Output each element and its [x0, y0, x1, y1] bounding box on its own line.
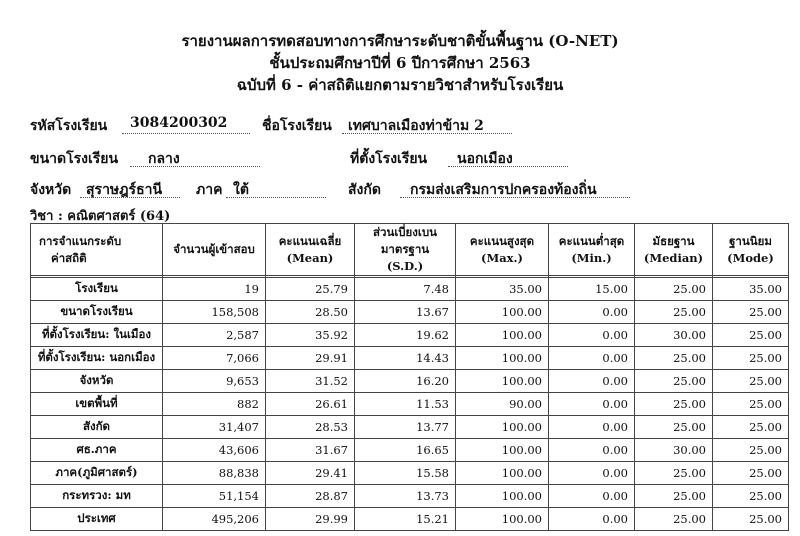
- region-label: ภาค: [196, 182, 223, 198]
- row-label-cell: สังกัด: [31, 416, 163, 439]
- table-cell: 13.73: [355, 485, 456, 508]
- table-cell: 0.00: [549, 393, 635, 416]
- table-cell: 15.58: [355, 462, 456, 485]
- table-cell: 25.00: [713, 485, 789, 508]
- column-header: [456, 224, 549, 276]
- table-cell: 0.00: [549, 508, 635, 531]
- table-cell: 882: [163, 393, 266, 416]
- column-header-line-1: คะแนนเฉลี่ย: [278, 233, 342, 248]
- table-cell: 25.00: [713, 416, 789, 439]
- table-cell: 19.62: [355, 324, 456, 347]
- school-code-underline: [122, 133, 250, 134]
- table-cell: 0.00: [549, 301, 635, 324]
- table-cell: 90.00: [456, 393, 549, 416]
- table-row: [31, 462, 789, 485]
- table-cell: 0.00: [549, 324, 635, 347]
- school-code-label: รหัสโรงเรียน: [30, 118, 108, 134]
- table-cell: 25.00: [635, 278, 713, 301]
- row-label-cell: ประเทศ: [31, 508, 163, 531]
- table-cell: 31,407: [163, 416, 266, 439]
- table-row: [31, 301, 789, 324]
- column-header: [713, 224, 789, 276]
- school-location-underline: [448, 166, 568, 167]
- table-cell: 25.00: [713, 439, 789, 462]
- row-label-cell: โรงเรียน: [31, 278, 163, 301]
- table-cell: 100.00: [456, 370, 549, 393]
- table-cell: 25.00: [713, 370, 789, 393]
- table-cell: 25.00: [635, 370, 713, 393]
- table-cell: 25.00: [635, 416, 713, 439]
- row-label-cell: กระทรวง: มท: [31, 485, 163, 508]
- table-row: [31, 439, 789, 462]
- column-header-line-2: (Min.): [571, 250, 612, 265]
- school-size-underline: [130, 166, 260, 167]
- statistics-table: [30, 223, 789, 531]
- province-underline: [80, 197, 180, 198]
- row-label-cell: ที่ตั้งโรงเรียน: นอกเมือง: [31, 347, 163, 370]
- affiliation-underline: [400, 197, 630, 198]
- report-title-line-3: ฉบับที่ 6 - ค่าสถิติแยกตามรายวิชาสำหรับโรงเรียน: [236, 76, 564, 94]
- school-location-value: นอกเมือง: [457, 151, 513, 167]
- table-cell: 43,606: [163, 439, 266, 462]
- table-cell: 13.67: [355, 301, 456, 324]
- school-name-label: ชื่อโรงเรียน: [262, 118, 332, 134]
- table-header-row: [31, 224, 789, 276]
- table-cell: 31.67: [266, 439, 355, 462]
- table-cell: 0.00: [549, 416, 635, 439]
- table-cell: 100.00: [456, 462, 549, 485]
- column-header-line-1: จำนวนผู้เข้าสอบ: [173, 242, 255, 256]
- report-title-line-2: ชั้นประถมศึกษาปีที่ 6 ปีการศึกษา 2563: [269, 54, 531, 72]
- table-cell: 25.00: [635, 485, 713, 508]
- table-cell: 25.00: [713, 393, 789, 416]
- table-cell: 25.00: [713, 324, 789, 347]
- table-cell: 0.00: [549, 347, 635, 370]
- column-header: [549, 224, 635, 276]
- table-cell: 0.00: [549, 439, 635, 462]
- row-label-cell: ขนาดโรงเรียน: [31, 301, 163, 324]
- column-header-line-1: คะแนนสูงสุด: [469, 233, 535, 248]
- region-value: ใต้: [233, 182, 249, 198]
- table-cell: 7.48: [355, 278, 456, 301]
- row-label-cell: ที่ตั้งโรงเรียน: ในเมือง: [31, 324, 163, 347]
- table-cell: 14.43: [355, 347, 456, 370]
- table-cell: 29.99: [266, 508, 355, 531]
- affiliation-label: สังกัด: [348, 182, 381, 198]
- table-cell: 16.20: [355, 370, 456, 393]
- row-label-cell: ศธ.ภาค: [31, 439, 163, 462]
- column-header: [163, 224, 266, 276]
- table-cell: 25.00: [713, 301, 789, 324]
- table-row: [31, 416, 789, 439]
- column-header-line-2: (Max.): [481, 250, 523, 265]
- school-size-value: กลาง: [148, 151, 180, 167]
- school-size-label: ขนาดโรงเรียน: [30, 151, 119, 167]
- table-cell: 0.00: [549, 370, 635, 393]
- report-title-line-1: รายงานผลการทดสอบทางการศึกษาระดับชาติขั้นพื้นฐาน (O-NET): [181, 32, 619, 50]
- school-code-value: 3084200302: [130, 115, 228, 131]
- column-header-line-2: (Median): [643, 250, 704, 265]
- table-cell: 31.52: [266, 370, 355, 393]
- province-label: จังหวัด: [30, 182, 72, 198]
- column-header-line-1: มัธยฐาน: [652, 233, 695, 248]
- table-cell: 25.79: [266, 278, 355, 301]
- column-header-line-2: (Mean): [286, 250, 334, 265]
- school-name-underline: [342, 133, 512, 134]
- table-cell: 13.77: [355, 416, 456, 439]
- table-cell: 28.87: [266, 485, 355, 508]
- column-header: [266, 224, 355, 276]
- table-cell: 88,838: [163, 462, 266, 485]
- table-cell: 100.00: [456, 439, 549, 462]
- column-header: [31, 224, 163, 276]
- column-header: [355, 224, 456, 276]
- table-cell: 16.65: [355, 439, 456, 462]
- table-body: [31, 276, 789, 531]
- table-cell: 25.00: [635, 301, 713, 324]
- column-header: [635, 224, 713, 276]
- table-row: [31, 393, 789, 416]
- table-cell: 0.00: [549, 485, 635, 508]
- table-cell: 30.00: [635, 324, 713, 347]
- table-cell: 2,587: [163, 324, 266, 347]
- column-header-line-1: การจำแนกระดับ: [39, 233, 122, 248]
- table-row: [31, 324, 789, 347]
- row-label-cell: เขตพื้นที่: [31, 393, 163, 416]
- column-header-line-2: ค่าสถิติ: [51, 250, 87, 265]
- column-header-line-1: ส่วนเบี่ยงเบน: [372, 225, 437, 239]
- table-row: [31, 278, 789, 301]
- column-header-line-2: (Mode): [727, 250, 774, 265]
- table-cell: 28.50: [266, 301, 355, 324]
- column-header-line-1: คะแนนต่ำสุด: [558, 233, 625, 248]
- table-cell: 158,508: [163, 301, 266, 324]
- column-header-line-1: ฐานนิยม: [729, 233, 772, 248]
- table-cell: 35.00: [713, 278, 789, 301]
- table-cell: 25.00: [635, 347, 713, 370]
- province-value: สุราษฎร์ธานี: [86, 182, 163, 198]
- table-cell: 100.00: [456, 301, 549, 324]
- table-cell: 100.00: [456, 416, 549, 439]
- table-row: [31, 508, 789, 531]
- table-row: [31, 370, 789, 393]
- table-cell: 11.53: [355, 393, 456, 416]
- subject-label: วิชา : คณิตศาสตร์ (64): [30, 209, 171, 224]
- table-cell: 19: [163, 278, 266, 301]
- school-location-label: ที่ตั้งโรงเรียน: [350, 151, 428, 167]
- table-cell: 25.00: [635, 462, 713, 485]
- table-cell: 100.00: [456, 485, 549, 508]
- column-header-line-2: มาตรฐาน (S.D.): [380, 242, 430, 273]
- table-cell: 15.00: [549, 278, 635, 301]
- table-cell: 15.21: [355, 508, 456, 531]
- table-cell: 25.00: [713, 347, 789, 370]
- table-cell: 100.00: [456, 347, 549, 370]
- region-underline: [226, 197, 326, 198]
- table-cell: 7,066: [163, 347, 266, 370]
- table-row: [31, 485, 789, 508]
- table-cell: 51,154: [163, 485, 266, 508]
- school-name-value: เทศบาลเมืองท่าข้าม 2: [348, 118, 484, 134]
- table-cell: 29.91: [266, 347, 355, 370]
- table-cell: 100.00: [456, 324, 549, 347]
- table-cell: 25.00: [635, 508, 713, 531]
- table-cell: 35.92: [266, 324, 355, 347]
- table-cell: 25.00: [713, 462, 789, 485]
- table-cell: 0.00: [549, 462, 635, 485]
- table-cell: 495,206: [163, 508, 266, 531]
- table-cell: 30.00: [635, 439, 713, 462]
- table-cell: 35.00: [456, 278, 549, 301]
- table-cell: 29.41: [266, 462, 355, 485]
- table-cell: 100.00: [456, 508, 549, 531]
- report-title: [0, 30, 800, 96]
- table-row: [31, 347, 789, 370]
- table-cell: 25.00: [713, 508, 789, 531]
- row-label-cell: จังหวัด: [31, 370, 163, 393]
- table-cell: 28.53: [266, 416, 355, 439]
- table-cell: 25.00: [635, 393, 713, 416]
- row-label-cell: ภาค(ภูมิศาสตร์): [31, 462, 163, 485]
- table-cell: 26.61: [266, 393, 355, 416]
- affiliation-value: กรมส่งเสริมการปกครองท้องถิ่น: [410, 182, 597, 198]
- table-cell: 9,653: [163, 370, 266, 393]
